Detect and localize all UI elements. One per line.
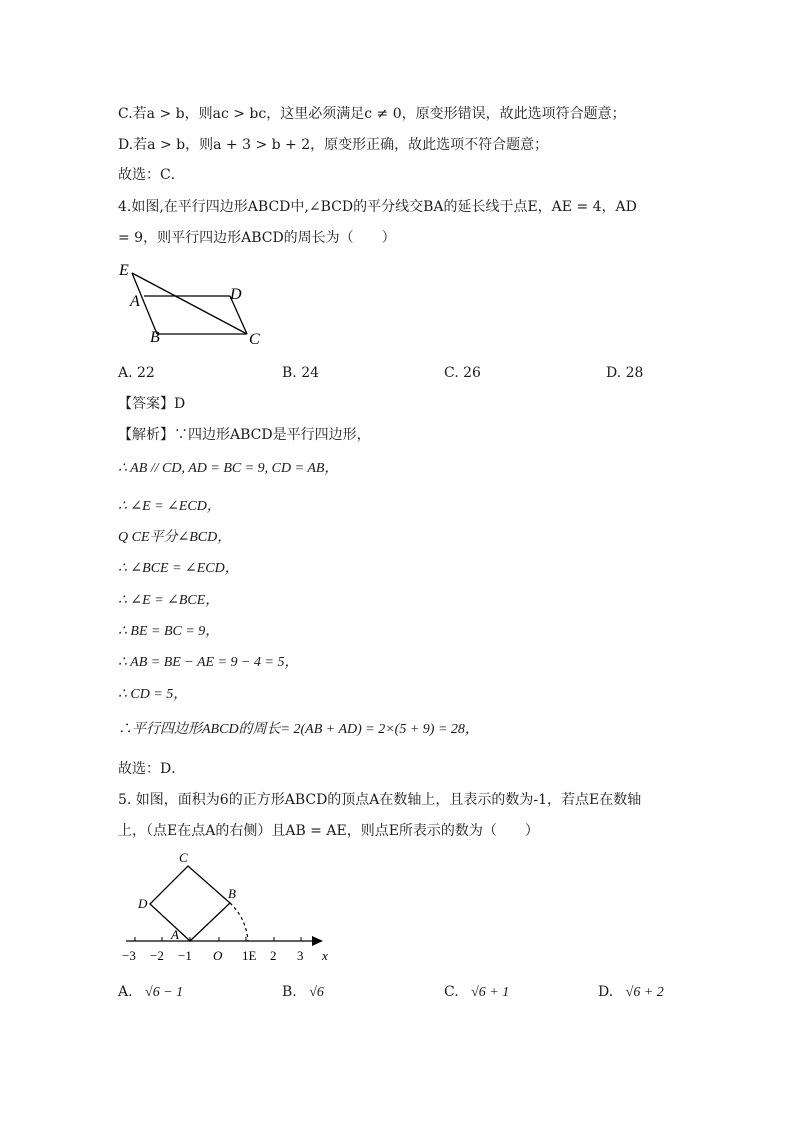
step-1: ∴ AB // CD, AD = BC = 9, CD = AB， bbox=[118, 461, 339, 476]
option-d-explanation: D.若a > b，则a + 3 > b + 2，原变形正确，故此选项不符合题意； bbox=[118, 137, 549, 153]
tick-label: O bbox=[213, 948, 223, 963]
question-4-text-cont: = 9，则平行四边形ABCD的周长为（ ） bbox=[118, 230, 396, 246]
q4-option-a: A. 22 bbox=[118, 365, 155, 381]
option-letter: C. bbox=[444, 984, 459, 1000]
option-c-explanation: C.若a > b，则ac > bc，这里必须满足c ≠ 0，原变形错误，故此选项符合题意； bbox=[118, 106, 626, 122]
q4-option-d: D. 28 bbox=[606, 365, 644, 381]
label-a: A bbox=[171, 927, 179, 942]
question-4-text: 4.如图,在平行四边形ABCD中,∠BCD的平分线交BA的延长线于点E，AE = 4，AD bbox=[118, 199, 637, 215]
axis-label: x bbox=[322, 948, 328, 963]
label-b: B bbox=[150, 329, 160, 346]
tick-label: −1 bbox=[178, 948, 192, 963]
option-letter: A. bbox=[118, 984, 133, 1000]
number-line-square-figure bbox=[118, 848, 338, 968]
segment-ec bbox=[132, 273, 247, 334]
parallelogram-figure bbox=[112, 258, 272, 353]
option-letter: D. bbox=[598, 984, 614, 1000]
q4-option-c: C. 26 bbox=[444, 365, 481, 381]
label-a: A bbox=[130, 293, 140, 310]
square-abcd bbox=[150, 866, 230, 941]
tick-label: 3 bbox=[297, 948, 304, 963]
answer-label: 【答案】D bbox=[118, 396, 186, 412]
option-expr: √6 bbox=[309, 985, 324, 1000]
analysis-intro: 【解析】∵四边形ABCD是平行四边形， bbox=[118, 427, 371, 443]
tick-label: 1E bbox=[242, 948, 257, 963]
tick-label: −3 bbox=[122, 948, 136, 963]
step-9: ∴平行四边形ABCD的周长= 2(AB + AD) = 2×(5 + 9) = 28， bbox=[118, 722, 479, 737]
label-e: E bbox=[119, 262, 129, 279]
option-expr: √6 − 1 bbox=[145, 985, 184, 1000]
answer-choice-q4: 故选：D． bbox=[118, 761, 186, 777]
q5-option-d bbox=[598, 982, 664, 1003]
label-c: C bbox=[179, 850, 188, 865]
step-7: ∴ AB = BE − AE = 9 − 4 = 5， bbox=[118, 655, 299, 670]
tick-label: 2 bbox=[270, 948, 277, 963]
q5-option-a bbox=[118, 982, 183, 1003]
step-8: ∴ CD = 5， bbox=[118, 687, 188, 702]
option-expr: √6 + 2 bbox=[625, 985, 664, 1000]
option-expr: √6 + 1 bbox=[471, 985, 510, 1000]
answer-choice-q3: 故选：C． bbox=[118, 167, 185, 183]
arc-b-to-e bbox=[230, 903, 248, 941]
step-5: ∴ ∠E = ∠BCE， bbox=[118, 593, 220, 608]
label-b: B bbox=[228, 886, 236, 901]
question-5-text: 5. 如图，面积为6的正方形ABCD的顶点A在数轴上，且表示的数为-1，若点E在数轴 bbox=[118, 792, 642, 808]
q5-option-c bbox=[444, 982, 509, 1003]
tick-label: −2 bbox=[150, 948, 164, 963]
q4-option-b: B. 24 bbox=[282, 365, 320, 381]
step-6: ∴ BE = BC = 9， bbox=[118, 624, 220, 639]
question-5-text-cont: 上，（点E在点A的右侧）且AB = AE，则点E所表示的数为（ ） bbox=[118, 823, 539, 839]
label-c: C bbox=[249, 331, 260, 348]
q5-option-b bbox=[282, 982, 324, 1003]
step-2: ∴ ∠E = ∠ECD， bbox=[118, 499, 221, 514]
step-3: Q CE平分∠BCD， bbox=[118, 530, 232, 545]
label-d: D bbox=[138, 896, 148, 911]
step-4: ∴ ∠BCE = ∠ECD， bbox=[118, 561, 239, 576]
option-letter: B. bbox=[282, 984, 297, 1000]
label-d: D bbox=[230, 286, 242, 303]
axis-arrow bbox=[312, 936, 323, 946]
